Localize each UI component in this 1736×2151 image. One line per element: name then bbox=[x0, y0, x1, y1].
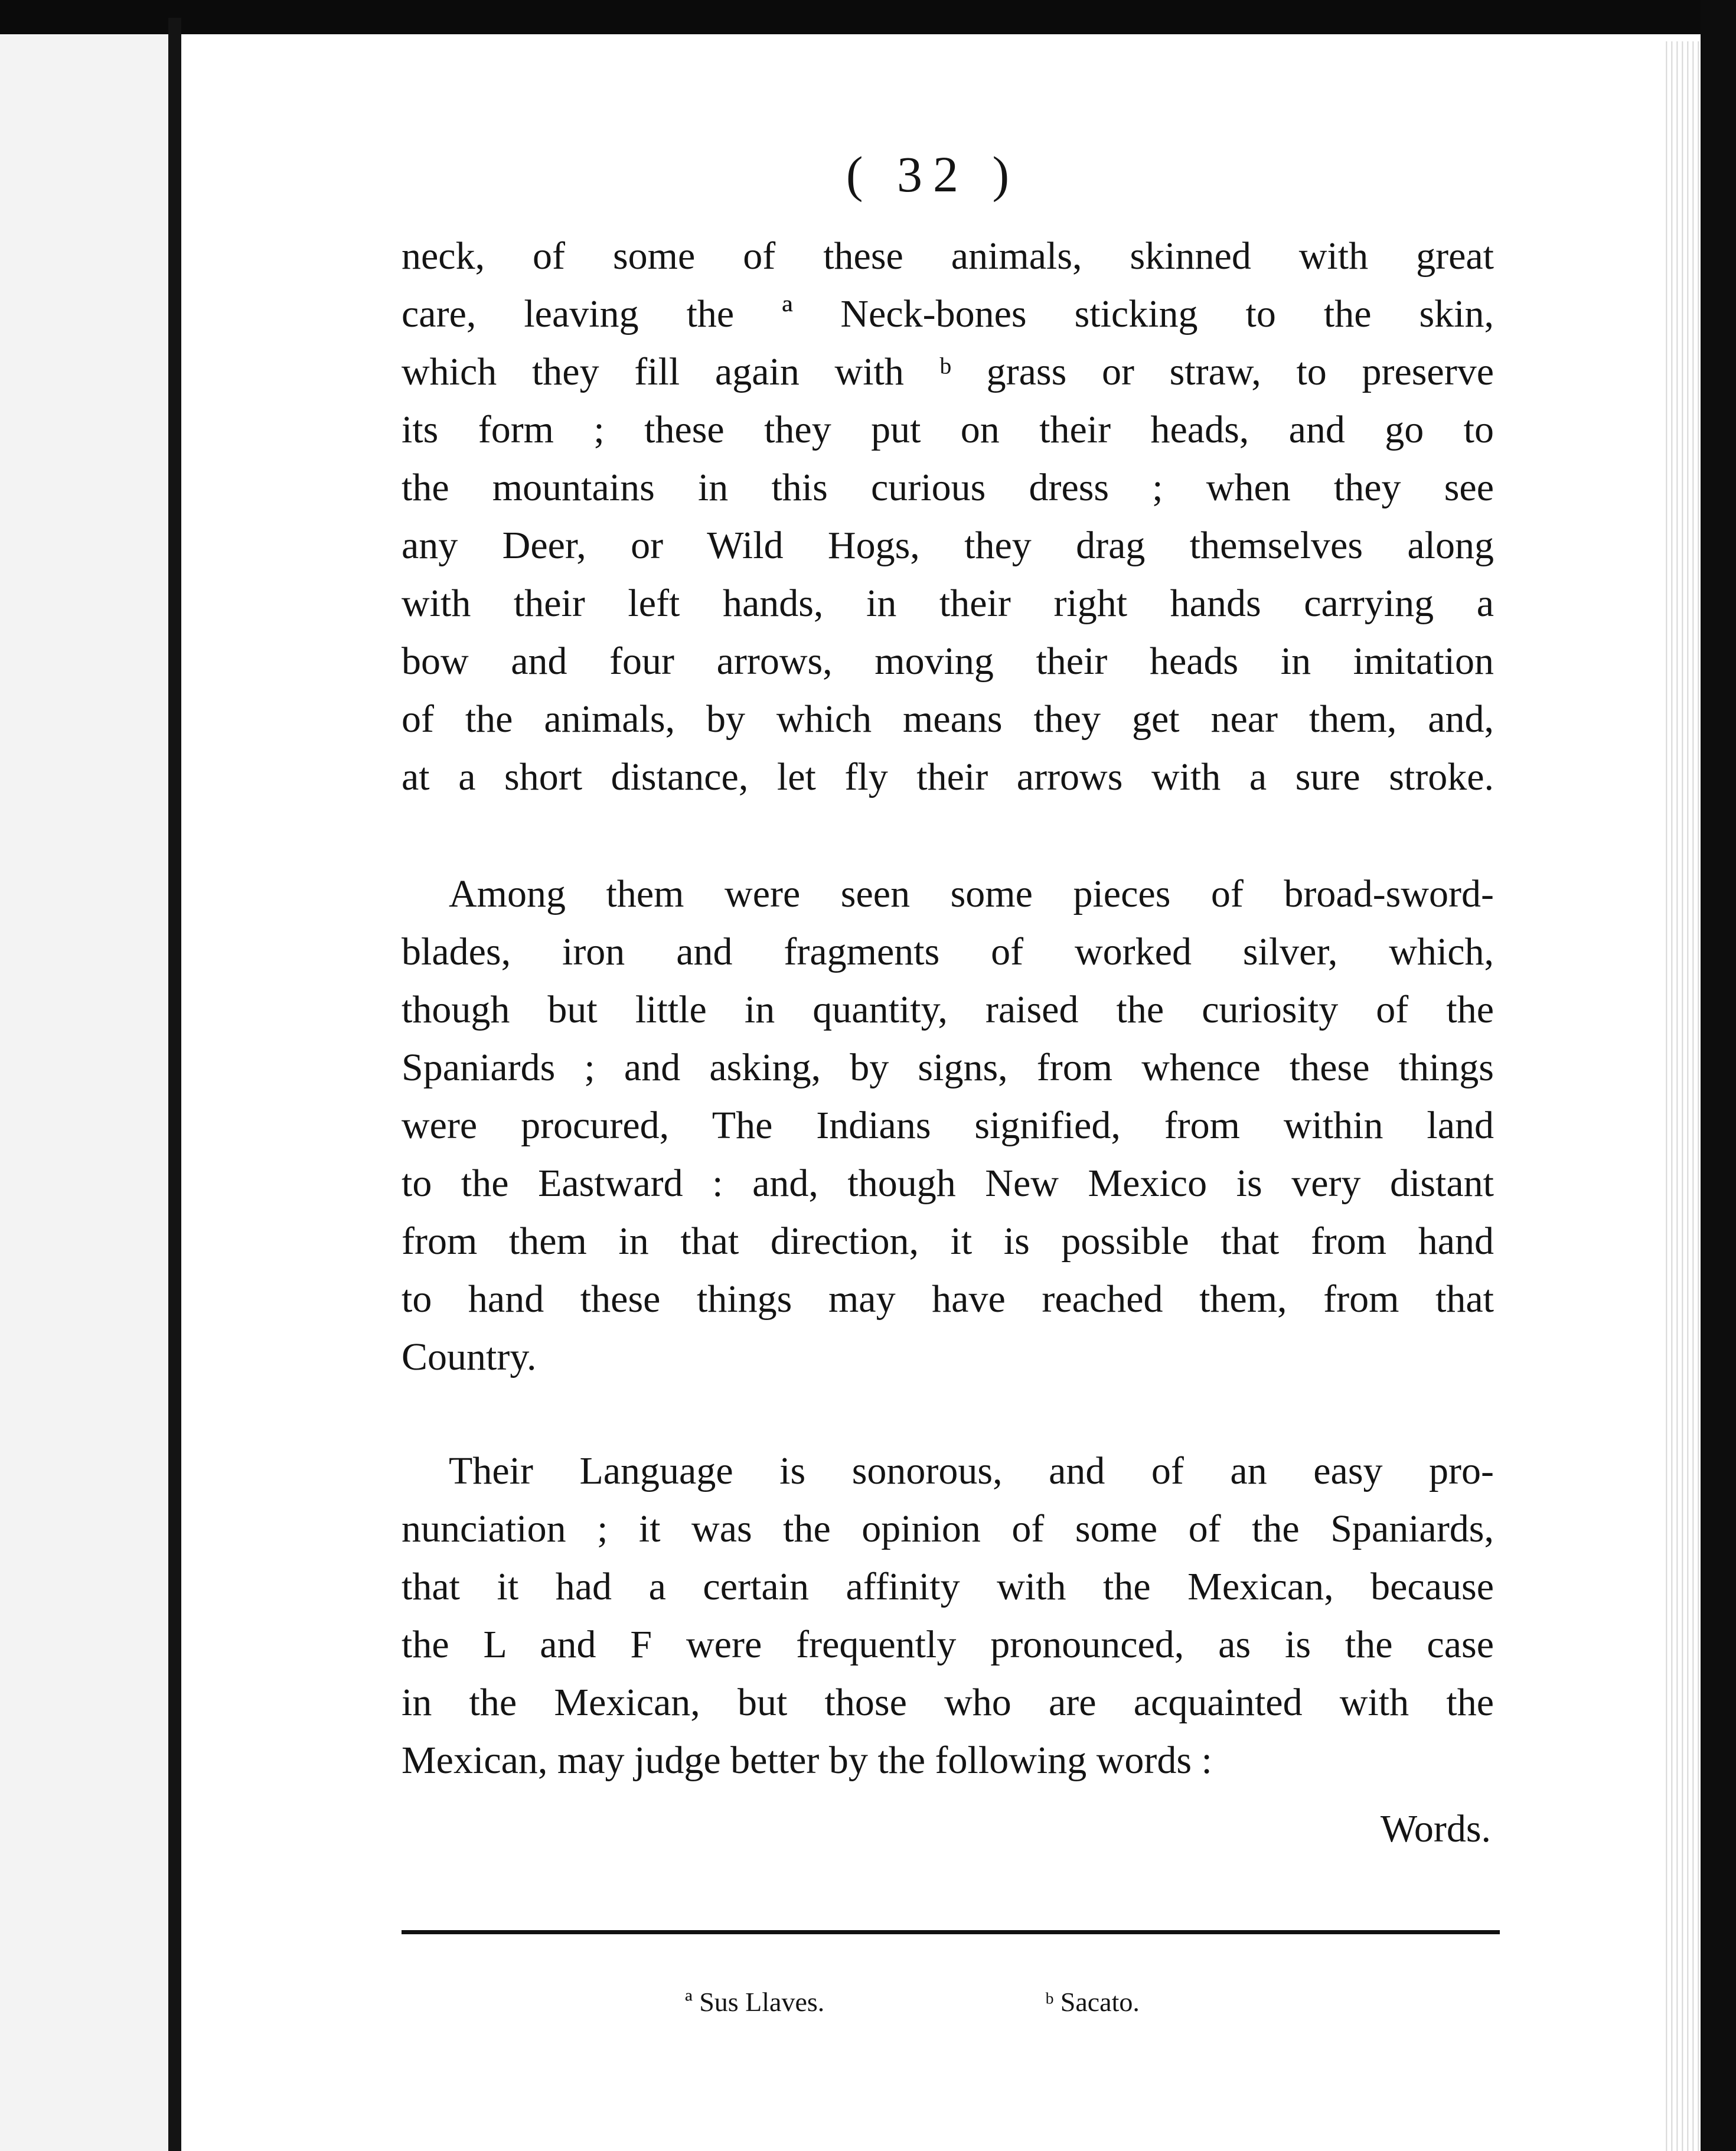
text-line: bow and four arrows, moving their heads in imitation bbox=[402, 640, 1494, 683]
text-line: nunciation ; it was the opinion of some of the Spaniards, bbox=[402, 1507, 1494, 1550]
scan-top-border bbox=[0, 0, 1736, 34]
text-line: at a short distance, let fly their arrows with a sure stroke. bbox=[402, 755, 1494, 799]
text-line: any Deer, or Wild Hogs, they drag themselves along bbox=[402, 524, 1494, 567]
text-line: Among them were seen some pieces of broad-sword- bbox=[449, 872, 1494, 915]
text-line: its form ; these they put on their heads, and go to bbox=[402, 408, 1494, 451]
page-number: ( 32 ) bbox=[846, 146, 1020, 203]
facing-page-edge bbox=[0, 34, 168, 2151]
text-line: care, leaving the ª Neck-bones sticking to the skin, bbox=[402, 292, 1494, 335]
footnote-a: ª Sus Llaves. bbox=[685, 1987, 825, 2017]
text-line: to hand these things may have reached them, from that bbox=[402, 1277, 1494, 1321]
text-line: Country. bbox=[402, 1335, 537, 1378]
text-line: with their left hands, in their right hands carrying a bbox=[402, 582, 1494, 625]
text-line: which they fill again with ᵇ grass or straw, to preserve bbox=[402, 350, 1494, 393]
text-line: blades, iron and fragments of worked silver, which, bbox=[402, 930, 1494, 973]
text-line: to the Eastward : and, though New Mexico is very distant bbox=[402, 1162, 1494, 1205]
text-line: from them in that direction, it is possible that from hand bbox=[402, 1220, 1494, 1263]
text-line: the L and F were frequently pronounced, as is the case bbox=[402, 1623, 1494, 1666]
page-stack-edges bbox=[1662, 41, 1701, 2151]
text-line: Their Language is sonorous, and of an easy pro- bbox=[449, 1449, 1494, 1492]
book-gutter bbox=[168, 18, 181, 2151]
text-line: Spaniards ; and asking, by signs, from whence these things bbox=[402, 1046, 1494, 1089]
catchword: Words. bbox=[1380, 1807, 1491, 1850]
text-line: were procured, The Indians signified, from within land bbox=[402, 1104, 1494, 1147]
text-line: though but little in quantity, raised the curiosity of the bbox=[402, 988, 1494, 1031]
scan-right-border bbox=[1701, 0, 1736, 2151]
text-line: neck, of some of these animals, skinned with great bbox=[402, 234, 1494, 278]
footnote-b: ᵇ Sacato. bbox=[1045, 1987, 1140, 2017]
text-line: in the Mexican, but those who are acquainted with the bbox=[402, 1681, 1494, 1724]
footnote-rule bbox=[402, 1930, 1500, 1934]
text-line: Mexican, may judge better by the following words : bbox=[402, 1739, 1212, 1782]
footnotes bbox=[402, 1981, 1500, 2023]
text-line: that it had a certain affinity with the Mexican, because bbox=[402, 1565, 1494, 1608]
text-line: of the animals, by which means they get near them, and, bbox=[402, 698, 1494, 741]
text-line: the mountains in this curious dress ; when they see bbox=[402, 466, 1494, 509]
